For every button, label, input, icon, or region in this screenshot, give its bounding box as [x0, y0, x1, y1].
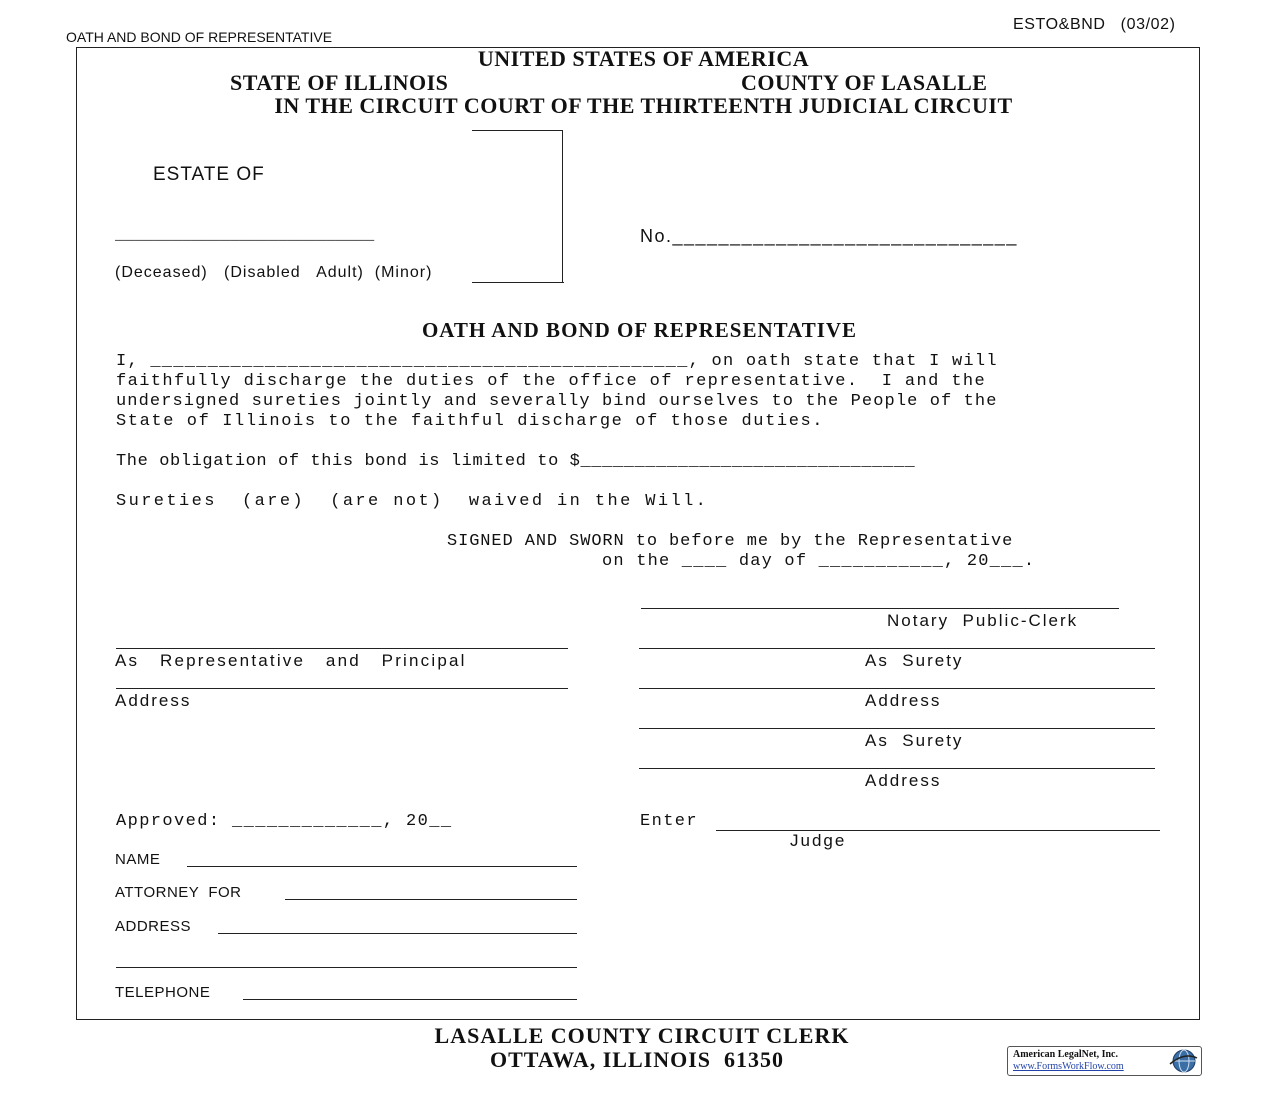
logo-url[interactable]: www.FormsWorkFlow.com [1013, 1061, 1124, 1072]
estate-name-field[interactable]: ___________________________ [115, 226, 375, 244]
sworn-date-field[interactable]: on the ____ day of ___________, 20___. [602, 552, 1036, 571]
attorney-for-label: ATTORNEY FOR [115, 884, 242, 901]
surety1-address-line[interactable] [639, 688, 1155, 689]
globe-icon [1168, 1048, 1198, 1074]
caption-bracket-bottom [472, 282, 564, 283]
attorney-address-line-2[interactable] [116, 967, 577, 968]
surety2-address-line[interactable] [639, 768, 1155, 769]
footer-clerk: LASALLE COUNTY CIRCUIT CLERK [434, 1023, 850, 1048]
attorney-address-label: ADDRESS [115, 918, 192, 935]
caption-bracket-side [562, 130, 563, 283]
form-code: ESTO&BND (03/02) [1013, 16, 1176, 33]
court-country: UNITED STATES OF AMERICA [477, 46, 810, 71]
form-short-title: OATH AND BOND OF REPRESENTATIVE [66, 29, 333, 45]
attorney-address-line[interactable] [218, 933, 577, 934]
surety1-label: As Surety [865, 651, 964, 670]
party-type-options[interactable]: (Deceased) (Disabled Adult) (Minor) [115, 264, 433, 281]
oath-line-1[interactable]: I, _______________________________________________, on oath state that I will [116, 352, 998, 371]
representative-address-line[interactable] [116, 688, 568, 689]
surety2-signature-line[interactable] [639, 728, 1155, 729]
attorney-telephone-line[interactable] [243, 999, 577, 1000]
logo-company: American LegalNet, Inc. [1013, 1049, 1118, 1060]
estate-of-label: ESTATE OF [153, 164, 265, 185]
case-number-field[interactable]: No.______________________________ [640, 226, 1018, 246]
notary-label: Notary Public-Clerk [887, 611, 1079, 630]
notary-signature-line[interactable] [641, 608, 1119, 609]
sureties-waived-options[interactable]: Sureties (are) (are not) waived in the Will. [116, 492, 709, 511]
court-circuit: IN THE CIRCUIT COURT OF THE THIRTEENTH JUDICIAL CIRCUIT [274, 93, 1013, 118]
representative-label: As Representative and Principal [115, 651, 467, 670]
attorney-telephone-label: TELEPHONE [115, 984, 211, 1001]
enter-label: Enter [640, 812, 699, 831]
surety2-address-label: Address [865, 771, 942, 790]
attorney-name-label: NAME [115, 851, 161, 868]
oath-line-3: undersigned sureties jointly and severally bind ourselves to the People of the [116, 392, 998, 411]
representative-signature-line[interactable] [116, 648, 568, 649]
court-county: COUNTY OF LASALLE [741, 70, 988, 95]
surety2-label: As Surety [865, 731, 964, 750]
attorney-for-line[interactable] [285, 899, 577, 900]
form-title: OATH AND BOND OF REPRESENTATIVE [421, 318, 858, 342]
footer-city: OTTAWA, ILLINOIS 61350 [490, 1047, 784, 1072]
approved-date-field[interactable]: Approved: _____________, 20__ [116, 812, 453, 831]
court-state: STATE OF ILLINOIS [230, 70, 449, 95]
oath-line-2: faithfully discharge the duties of the office of representative. I and the [116, 372, 987, 391]
caption-bracket-top [472, 130, 562, 131]
judge-signature-line[interactable] [716, 830, 1160, 831]
surety1-signature-line[interactable] [639, 648, 1155, 649]
american-legalnet-logo[interactable] [1007, 1046, 1202, 1076]
judge-label: Judge [790, 831, 847, 850]
bond-limit-field[interactable]: The obligation of this bond is limited to $_______________________________ [116, 452, 916, 471]
attorney-name-line[interactable] [187, 866, 577, 867]
sworn-line-1: SIGNED AND SWORN to before me by the Representative [447, 532, 1014, 551]
representative-address-label: Address [115, 691, 192, 710]
surety1-address-label: Address [865, 691, 942, 710]
oath-line-4: State of Illinois to the faithful discharge of those duties. [116, 412, 825, 431]
